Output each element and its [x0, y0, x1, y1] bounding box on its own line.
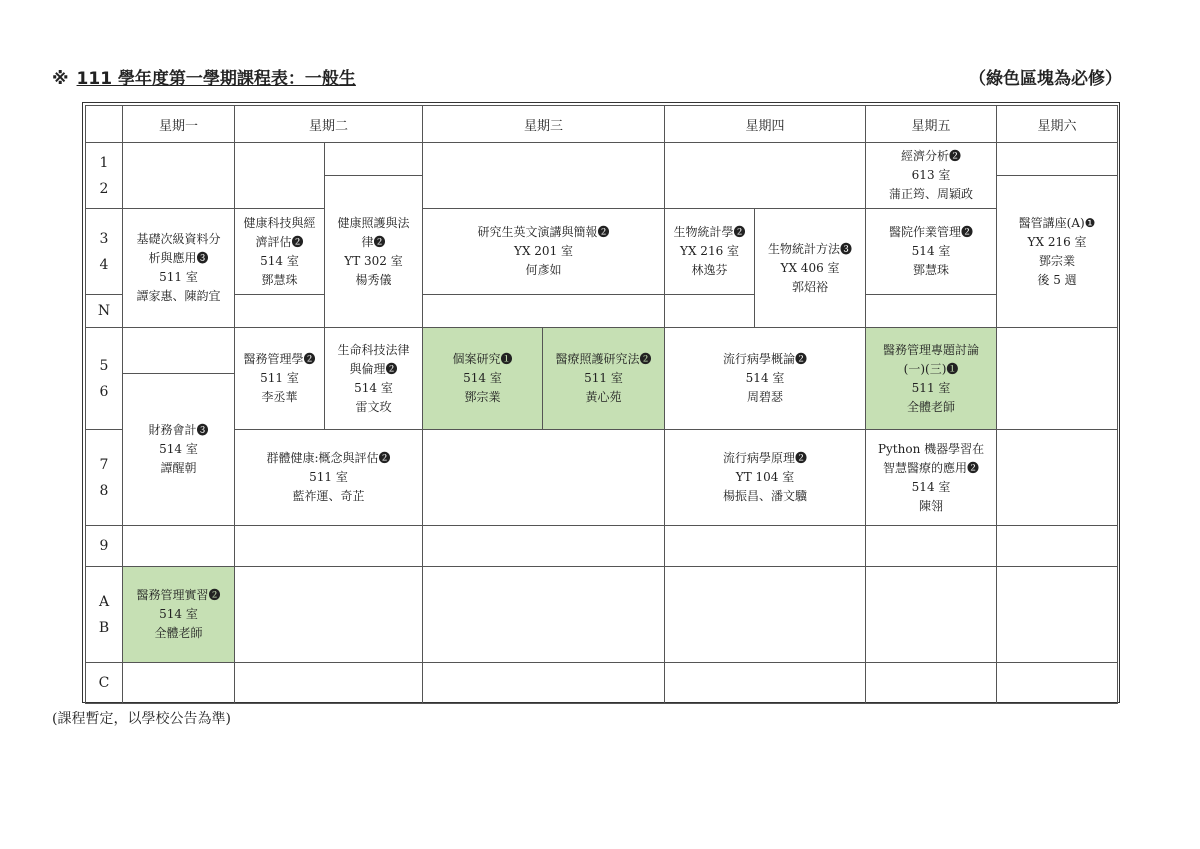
course-cell-biostat[interactable]: 生物統計學❷ YX 216 室 林逸芬 — [665, 209, 755, 295]
empty-cell — [866, 663, 997, 704]
course-cell-case-study[interactable]: 個案研究❶ 514 室 鄧宗業 — [423, 328, 543, 430]
course-cell-basic-data[interactable]: 基礎次級資料分 析與應用❸ 511 室 譚家惠、陳韵宜 — [123, 209, 235, 328]
schedule-title-text: 111 學年度第一學期課程表：一般生 — [76, 69, 356, 89]
day-header: 星期一 — [123, 106, 235, 143]
period-label: A B — [86, 567, 123, 663]
footer-note: (課程暫定，以學校公告為準) — [52, 711, 231, 727]
empty-cell — [997, 143, 1118, 176]
day-header: 星期五 — [866, 106, 997, 143]
empty-cell — [235, 663, 423, 704]
course-cell-care-research[interactable]: 醫療照護研究法❷ 511 室 黃心苑 — [543, 328, 665, 430]
day-header: 星期四 — [665, 106, 866, 143]
course-cell-practicum[interactable]: 醫務管理實習❷ 514 室 全體老師 — [123, 567, 235, 663]
course-cell-econ[interactable]: 經濟分析❷ 613 室 蒲正筠、周穎政 — [866, 143, 997, 209]
period-label: N — [86, 295, 123, 328]
empty-cell — [866, 567, 997, 663]
empty-cell — [665, 663, 866, 704]
course-cell-lecture[interactable]: 醫管講座(A)❶ YX 216 室 鄧宗業 後 5 週 — [997, 176, 1118, 328]
period-label: 1 2 — [86, 143, 123, 209]
course-cell-med-mgmt[interactable]: 醫務管理學❷ 511 室 李丞華 — [235, 328, 325, 430]
course-cell-health-tech[interactable]: 健康科技與經 濟評估❷ 514 室 鄧慧珠 — [235, 209, 325, 295]
empty-cell — [235, 295, 325, 328]
empty-cell — [997, 430, 1118, 526]
empty-cell — [123, 328, 235, 374]
period-label: 9 — [86, 526, 123, 567]
empty-cell — [123, 143, 235, 209]
day-header: 星期三 — [423, 106, 665, 143]
empty-cell — [123, 663, 235, 704]
period-label: 7 8 — [86, 430, 123, 526]
period-label: C — [86, 663, 123, 704]
reference-mark: ※ — [52, 69, 69, 89]
course-cell-bio-method[interactable]: 生物統計方法❸ YX 406 室 郭炤裕 — [755, 209, 866, 328]
empty-cell — [997, 567, 1118, 663]
corner-cell — [86, 106, 123, 143]
empty-cell — [423, 567, 665, 663]
empty-cell — [665, 143, 866, 209]
course-cell-hosp-ops[interactable]: 醫院作業管理❷ 514 室 鄧慧珠 — [866, 209, 997, 295]
course-cell-epi-intro[interactable]: 流行病學概論❷ 514 室 周碧瑟 — [665, 328, 866, 430]
course-cell-pop-health[interactable]: 群體健康:概念與評估❷ 511 室 藍祚運、奇芷 — [235, 430, 423, 526]
empty-cell — [997, 663, 1118, 704]
period-label: 3 4 — [86, 209, 123, 295]
empty-cell — [423, 663, 665, 704]
empty-cell — [235, 526, 423, 567]
course-cell-python[interactable]: Python 機器學習在 智慧醫療的應用❷ 514 室 陳翎 — [866, 430, 997, 526]
empty-cell — [325, 143, 423, 176]
empty-cell — [235, 143, 325, 209]
empty-cell — [423, 526, 665, 567]
timetable — [85, 105, 1118, 704]
empty-cell — [423, 295, 665, 328]
empty-cell — [866, 295, 997, 328]
course-cell-care-law[interactable]: 健康照護與法 律❷ YT 302 室 楊秀儀 — [325, 176, 423, 328]
day-header: 星期二 — [235, 106, 423, 143]
empty-cell — [665, 295, 755, 328]
course-cell-english[interactable]: 研究生英文演講與簡報❷ YX 201 室 何彥如 — [423, 209, 665, 295]
day-header: 星期六 — [997, 106, 1118, 143]
empty-cell — [997, 328, 1118, 430]
course-cell-finance[interactable]: 財務會計❸ 514 室 譚醒朝 — [123, 374, 235, 526]
empty-cell — [866, 526, 997, 567]
course-cell-seminar[interactable]: 醫務管理專題討論 (一)(三)❶ 511 室 全體老師 — [866, 328, 997, 430]
empty-cell — [423, 143, 665, 209]
period-label: 5 6 — [86, 328, 123, 430]
empty-cell — [123, 526, 235, 567]
empty-cell — [665, 567, 866, 663]
required-note: （綠色區塊為必修） — [969, 69, 1122, 89]
course-cell-epi-principles[interactable]: 流行病學原理❷ YT 104 室 楊振昌、潘文驥 — [665, 430, 866, 526]
course-cell-life-law[interactable]: 生命科技法律 與倫理❷ 514 室 雷文玫 — [325, 328, 423, 430]
empty-cell — [997, 526, 1118, 567]
empty-cell — [665, 526, 866, 567]
schedule-title — [52, 64, 356, 89]
empty-cell — [235, 567, 423, 663]
empty-cell — [423, 430, 665, 526]
